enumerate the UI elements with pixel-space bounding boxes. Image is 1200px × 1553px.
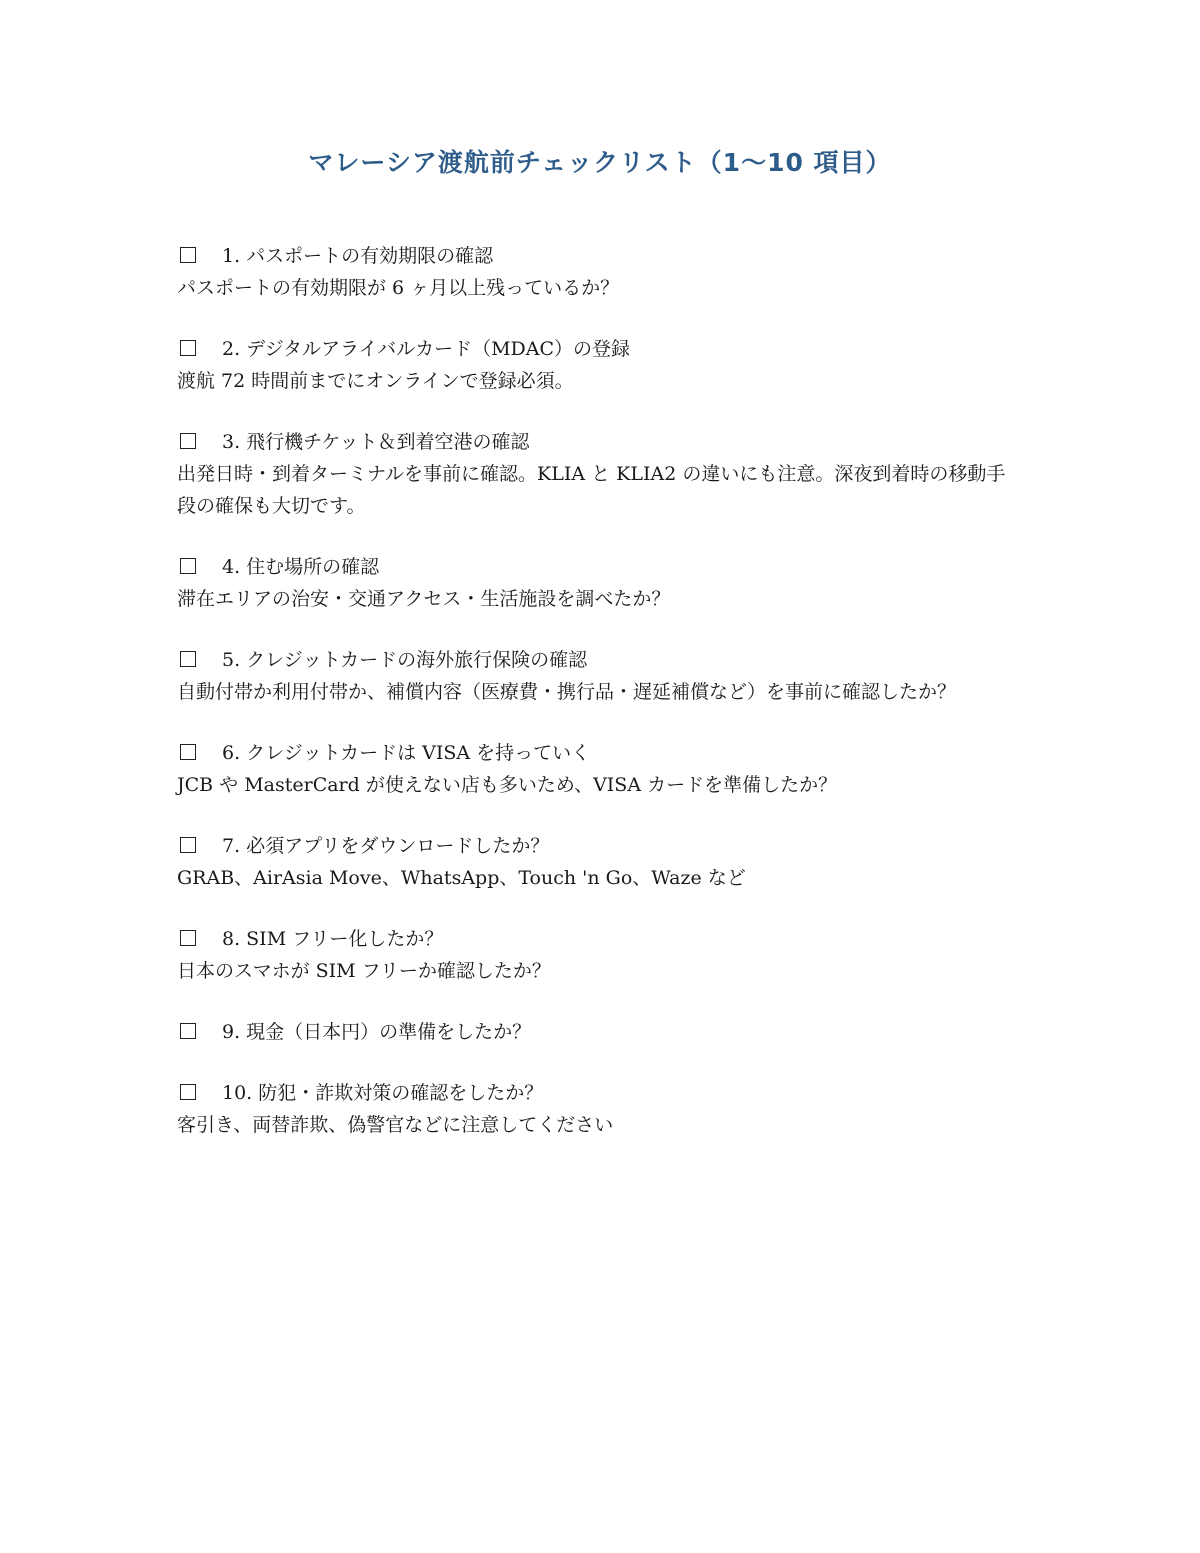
- checklist-item-description: パスポートの有効期限が 6 ヶ月以上残っているか？: [177, 277, 620, 299]
- checklist-item-heading-row: [177, 240, 1037, 272]
- checklist-item-heading-row: [177, 1077, 1037, 1109]
- checklist-item-heading-row: [177, 737, 1037, 769]
- checklist-item-heading-row: [177, 644, 1037, 676]
- checklist-item-heading-row: [177, 923, 1037, 955]
- checklist-item: [177, 737, 1037, 801]
- checklist-item-heading: 2. デジタルアライバルカード（MDAC）の登録: [222, 338, 631, 360]
- checklist-item-heading: 7. 必須アプリをダウンロードしたか？: [222, 835, 550, 857]
- checklist-item-heading: 6. クレジットカードは VISA を持っていく: [222, 742, 591, 764]
- checklist-item-heading-row: [177, 426, 1037, 458]
- checkbox[interactable]: [180, 558, 196, 574]
- checklist-item-heading: 1. パスポートの有効期限の確認: [222, 245, 494, 267]
- checklist-item-description: 客引き、両替詐欺、偽警官などに注意してください: [177, 1114, 614, 1136]
- checklist-item: [177, 923, 1037, 987]
- checklist-item-description: 渡航 72 時間前までにオンラインで登録必須。: [177, 370, 574, 392]
- checklist-item-heading: 3. 飛行機チケット＆到着空港の確認: [222, 431, 530, 453]
- checklist-item-description: 日本のスマホが SIM フリーか確認したか？: [177, 960, 551, 982]
- checkbox[interactable]: [180, 433, 196, 449]
- checklist-item-heading-row: [177, 333, 1037, 365]
- checkbox[interactable]: [180, 340, 196, 356]
- checklist-item-heading-row: [177, 1016, 1037, 1048]
- checklist-item: [177, 644, 1037, 708]
- checklist-item: [177, 551, 1037, 615]
- checklist-item-description: GRAB、AirAsia Move、WhatsApp、Touch 'n Go、Waze など: [177, 867, 746, 889]
- checklist-item-heading: 8. SIM フリー化したか？: [222, 928, 444, 950]
- checklist-item-heading: 5. クレジットカードの海外旅行保険の確認: [222, 649, 588, 671]
- checklist-item-description: 自動付帯か利用付帯か、補償内容（医療費・携行品・遅延補償など）を事前に確認したか？: [177, 681, 957, 703]
- checklist-item-heading: 9. 現金（日本円）の準備をしたか？: [222, 1021, 532, 1043]
- checkbox[interactable]: [180, 651, 196, 667]
- checklist-item: [177, 830, 1037, 894]
- checkbox[interactable]: [180, 1084, 196, 1100]
- checklist-item: [177, 1016, 1037, 1048]
- checkbox[interactable]: [180, 247, 196, 263]
- checklist-item: [177, 426, 1037, 522]
- checklist-item: [177, 1077, 1037, 1141]
- checklist-item-heading: 10. 防犯・詐欺対策の確認をしたか？: [222, 1082, 544, 1104]
- checklist-item-description: 出発日時・到着ターミナルを事前に確認。KLIA と KLIA2 の違いにも注意。深夜到着時の移動手段の確保も大切です。: [177, 463, 1006, 517]
- checklist: [177, 240, 1037, 1170]
- checklist-item-heading: 4. 住む場所の確認: [222, 556, 380, 578]
- checklist-item-description: JCB や MasterCard が使えない店も多いため、VISA カードを準備したか？: [177, 774, 838, 796]
- checkbox[interactable]: [180, 930, 196, 946]
- checkbox[interactable]: [180, 837, 196, 853]
- checkbox[interactable]: [180, 744, 196, 760]
- checklist-item-description: 滞在エリアの治安・交通アクセス・生活施設を調べたか？: [177, 588, 671, 610]
- checklist-item-heading-row: [177, 830, 1037, 862]
- checklist-item: [177, 333, 1037, 397]
- checklist-item: [177, 240, 1037, 304]
- checkbox[interactable]: [180, 1023, 196, 1039]
- checklist-item-heading-row: [177, 551, 1037, 583]
- page-title: マレーシア渡航前チェックリスト（1〜10 項目）: [308, 148, 892, 177]
